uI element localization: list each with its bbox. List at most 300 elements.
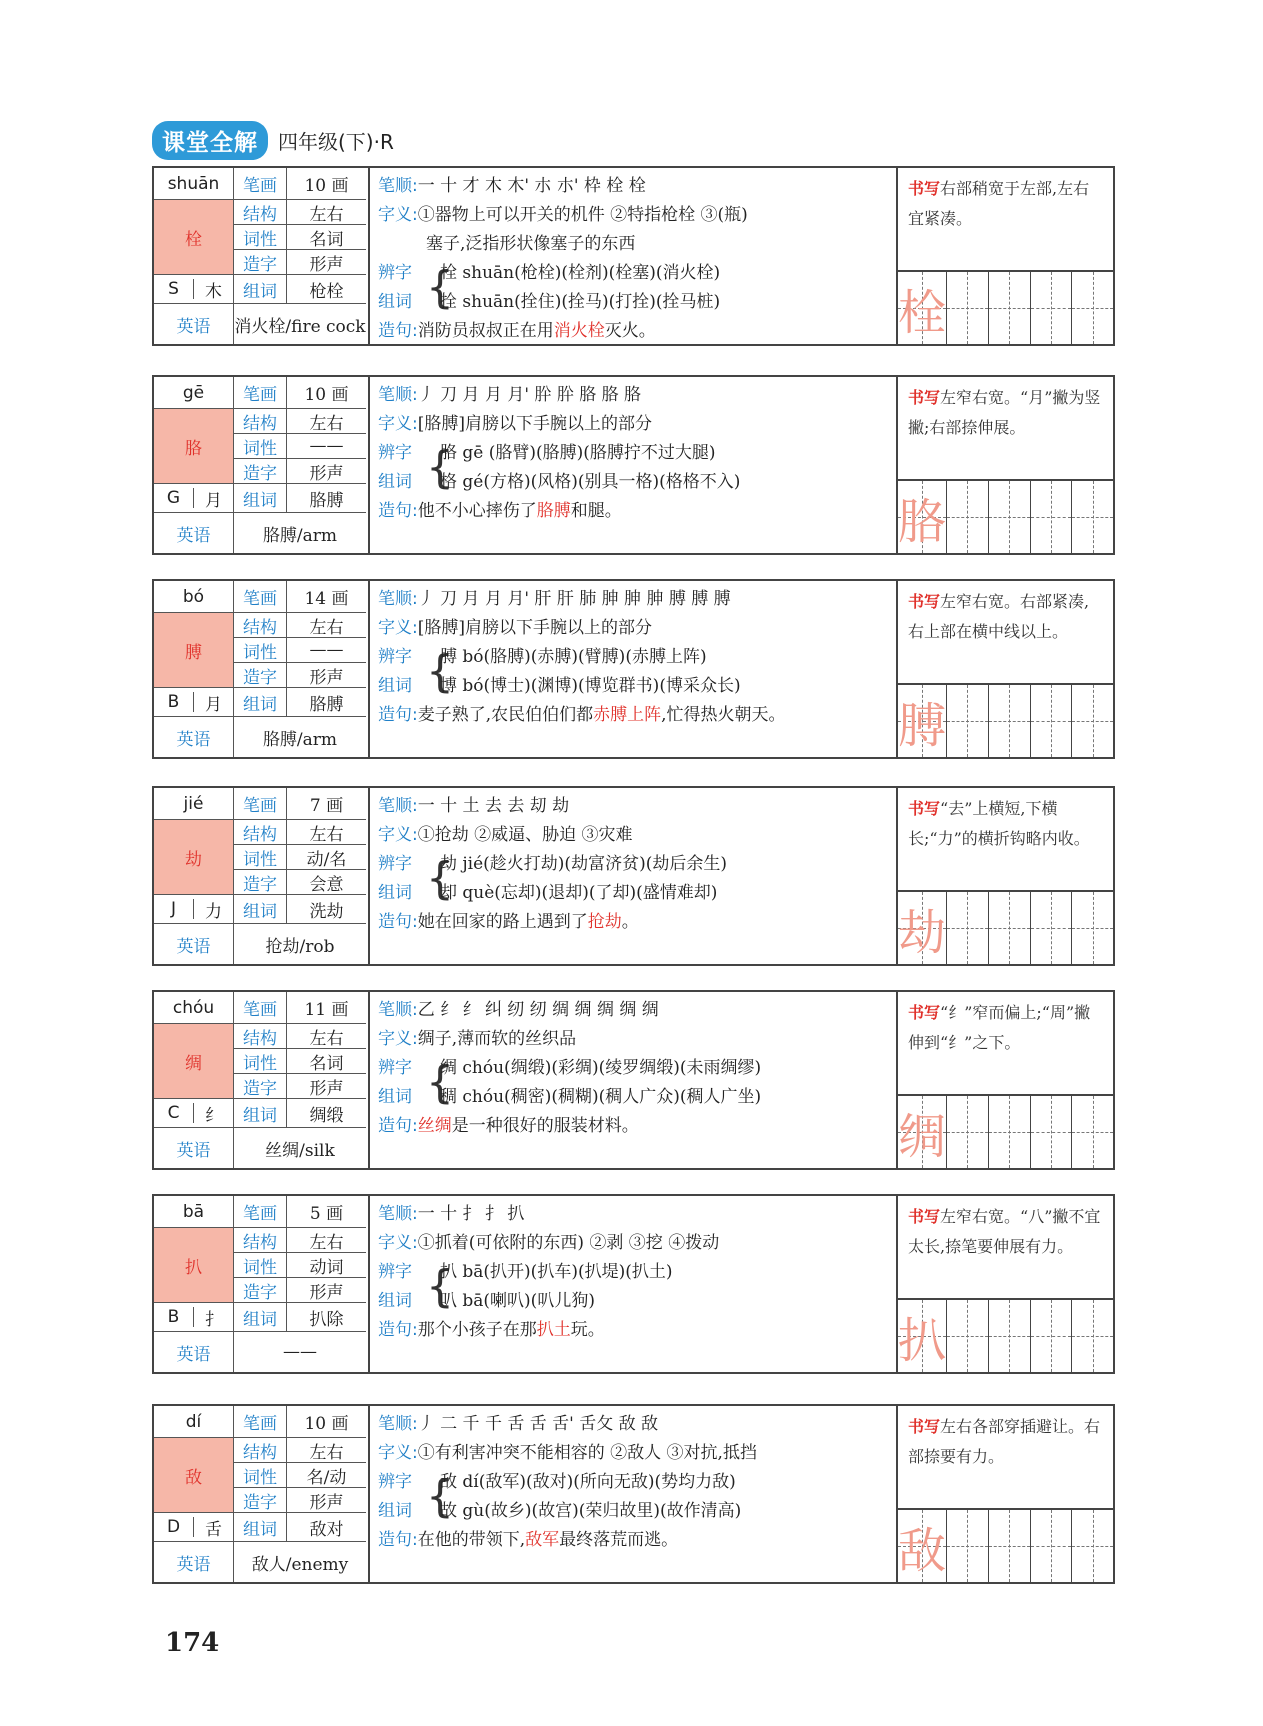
english-label: 英语: [154, 1332, 234, 1372]
sentence-row: [378, 1112, 888, 1141]
meaning-text: ①器物上可以开关的机件 ②特指枪栓 ③(瓶): [417, 205, 748, 225]
word-label: 组词: [234, 895, 287, 924]
pos-label: 词性: [234, 434, 287, 459]
word-label: 组词: [234, 688, 287, 717]
index-letter: B: [154, 692, 194, 712]
pos-value: 动/名: [287, 845, 366, 870]
writing-tip-text: “去”上横短,下横长;“力”的横折钩略内收。: [908, 799, 1090, 848]
writing-section: [898, 168, 1113, 344]
distinguish-line-1: 绸 chóu(绸缎)(彩绸)(绫罗绸缎)(未雨绸缪): [440, 1058, 762, 1078]
practice-cell[interactable]: [947, 1096, 989, 1168]
structure-label: 结构: [234, 200, 287, 225]
info-table: [154, 581, 370, 757]
practice-cell[interactable]: [1072, 892, 1113, 964]
english-value: 胳膊/arm: [262, 729, 338, 750]
meaning-text: ①抓着(可依附的东西) ②剥 ③挖 ④拨动: [417, 1233, 720, 1253]
order-label: 笔顺:: [378, 385, 418, 405]
writing-section: [898, 1406, 1113, 1582]
formation-value: 形声: [287, 250, 366, 275]
group-label: 组词: [378, 883, 412, 903]
sentence-highlight: 胳膊: [536, 501, 571, 521]
structure-value: 左右: [287, 409, 366, 434]
writing-tip-text: 右部稍宽于左部,左右宜紧凑。: [908, 179, 1090, 228]
sentence-label: 造句:: [378, 1320, 418, 1340]
sentence-post: 和腿。: [570, 501, 622, 521]
writing-tip: [898, 992, 1113, 1096]
index-letter-radical: [154, 1513, 234, 1542]
index-letter-radical: [154, 275, 234, 304]
page-number: 174: [165, 1628, 220, 1658]
distinguish-line-2: 叭 bā(喇叭)(叭儿狗): [440, 1291, 595, 1311]
brace-icon: {: [426, 853, 454, 904]
sentence-post: 。: [621, 912, 639, 932]
practice-grid: [898, 685, 1113, 757]
practice-cell[interactable]: [947, 1510, 989, 1582]
sentence-post: 是一种很好的服装材料。: [451, 1116, 639, 1136]
distinguish-block: [378, 439, 888, 497]
structure-label: 结构: [234, 1228, 287, 1253]
practice-grid: [898, 1096, 1113, 1168]
writing-section: [898, 377, 1113, 553]
main-character: 绸: [154, 1024, 234, 1099]
pos-label: 词性: [234, 845, 287, 870]
stroke-order: 丿 刀 月 月 月' 肝 肝 肺 胂 胂 胂 膊 膊 膊: [417, 589, 731, 609]
practice-cell: [898, 1300, 947, 1372]
detail-section: [370, 1406, 898, 1582]
writing-label: 书写: [908, 179, 941, 198]
meaning-text-2: 塞子,泛指形状像塞子的东西: [426, 234, 636, 254]
meaning-label: 字义:: [378, 1443, 418, 1463]
strokes-label: 笔画: [234, 168, 287, 200]
order-label: 笔顺:: [378, 1414, 418, 1434]
distinguish-line-2: 格 gé(方格)(风格)(别具一格)(格格不入): [440, 472, 741, 492]
character-card: [152, 990, 1115, 1170]
index-letter: G: [154, 488, 194, 508]
word-label: 组词: [234, 1513, 287, 1542]
detail-section: [370, 1196, 898, 1372]
meaning-label: 字义:: [378, 205, 418, 225]
index-letter-radical: [154, 484, 234, 513]
order-label: 笔顺:: [378, 1000, 418, 1020]
english-label: 英语: [154, 1542, 234, 1582]
writing-label: 书写: [908, 388, 941, 407]
brace-icon: {: [426, 646, 454, 697]
strokes-label: 笔画: [234, 581, 287, 613]
writing-label: 书写: [908, 592, 941, 611]
meaning-label: 字义:: [378, 1233, 418, 1253]
meaning-text: ①抢劫 ②威逼、胁迫 ③灾难: [417, 825, 633, 845]
formation-label: 造字: [234, 1278, 287, 1303]
formation-value: 形声: [287, 1278, 366, 1303]
structure-label: 结构: [234, 820, 287, 845]
english-label: 英语: [154, 304, 234, 344]
word-value: 扒除: [287, 1303, 366, 1332]
trace-character: 劫: [898, 904, 947, 961]
index-letter: D: [154, 1517, 194, 1537]
sentence-highlight: 扒土: [536, 1320, 571, 1340]
sentence-row: [378, 1316, 888, 1345]
practice-cell[interactable]: [947, 892, 989, 964]
word-label: 组词: [234, 484, 287, 513]
formation-value: 形声: [287, 459, 366, 484]
pos-value: ——: [287, 434, 366, 459]
distinguish-label: 辨字: [378, 1472, 412, 1492]
strokes-value: 10 画: [287, 1406, 366, 1438]
practice-cell[interactable]: [1031, 1096, 1073, 1168]
stroke-order-row: [378, 996, 888, 1025]
english-label: 英语: [154, 513, 234, 553]
meaning-row: [378, 1025, 888, 1054]
practice-cell[interactable]: [989, 272, 1031, 344]
english-value: 消火栓/fire cock: [234, 316, 366, 337]
distinguish-line-2: 拴 shuān(拴住)(拴马)(打拴)(拴马桩): [440, 292, 721, 312]
radical: 月: [205, 490, 222, 511]
formation-label: 造字: [234, 663, 287, 688]
info-table: [154, 1196, 370, 1372]
sentence-label: 造句:: [378, 1530, 418, 1550]
stroke-order: 丿 刀 月 月 月' 肸 肸 胳 胳 胳: [417, 385, 642, 405]
pos-label: 词性: [234, 1049, 287, 1074]
pos-label: 词性: [234, 1463, 287, 1488]
strokes-value: 7 画: [287, 788, 366, 820]
index-letter: S: [154, 279, 194, 299]
sentence-post: 玩。: [570, 1320, 605, 1340]
practice-cell: [898, 1510, 947, 1582]
distinguish-block: [378, 643, 888, 701]
strokes-value: 14 画: [287, 581, 366, 613]
practice-cell[interactable]: [1031, 1510, 1073, 1582]
strokes-value: 11 画: [287, 992, 366, 1024]
meaning-row-2: [378, 230, 888, 259]
practice-cell: [898, 892, 947, 964]
strokes-label: 笔画: [234, 377, 287, 409]
sentence-pre: 他不小心摔伤了: [417, 501, 537, 521]
writing-tip: [898, 168, 1113, 272]
sentence-highlight: 抢劫: [587, 912, 622, 932]
pos-value: 名词: [287, 1049, 366, 1074]
distinguish-block: [378, 1468, 888, 1526]
main-character: 敌: [154, 1438, 234, 1513]
stroke-order: 丿 二 千 千 舌 舌 舌' 舌攵 敌 敌: [417, 1414, 659, 1434]
sentence-highlight: 赤膊上阵: [593, 705, 662, 725]
detail-section: [370, 377, 898, 553]
radical: 舌: [205, 1519, 222, 1540]
practice-grid: [898, 892, 1113, 964]
meaning-text: 绸子,薄而软的丝织品: [417, 1029, 577, 1049]
practice-cell[interactable]: [989, 1096, 1031, 1168]
sentence-row: [378, 701, 888, 730]
sentence-highlight: 敌军: [525, 1530, 560, 1550]
english-value: 丝绸/silk: [265, 1140, 335, 1161]
index-letter: J: [154, 899, 194, 919]
detail-section: [370, 992, 898, 1168]
sentence-post: 灭火。: [604, 321, 656, 341]
brace-icon: {: [426, 1471, 454, 1522]
order-label: 笔顺:: [378, 589, 418, 609]
sentence-highlight: 消火栓: [553, 321, 605, 341]
stroke-order-row: [378, 1410, 888, 1439]
group-label: 组词: [378, 1087, 412, 1107]
practice-cell[interactable]: [1072, 272, 1113, 344]
meaning-label: 字义:: [378, 1029, 418, 1049]
word-value: 枪栓: [287, 275, 366, 304]
series-badge: 课堂全解: [152, 121, 268, 160]
writing-tip-text: 左右各部穿插避让。右部捺要有力。: [908, 1417, 1101, 1466]
practice-cell[interactable]: [989, 1300, 1031, 1372]
character-card: [152, 579, 1115, 759]
distinguish-line-1: 胳 gē (胳臂)(胳膊)(胳膊拧不过大腿): [440, 443, 716, 463]
distinguish-line-1: 扒 bā(扒开)(扒车)(扒堤)(扒土): [440, 1262, 673, 1282]
english-value: ——: [283, 1342, 317, 1362]
practice-cell[interactable]: [1072, 1510, 1113, 1582]
distinguish-line-1: 栓 shuān(枪栓)(栓剂)(栓塞)(消火栓): [440, 263, 721, 283]
english-label: 英语: [154, 1128, 234, 1168]
group-label: 组词: [378, 472, 412, 492]
distinguish-label: 辨字: [378, 647, 412, 667]
distinguish-line-2: 却 què(忘却)(退却)(了却)(盛情难却): [440, 883, 718, 903]
character-card: [152, 166, 1115, 346]
info-table: [154, 992, 370, 1168]
sentence-pre: 消防员叔叔正在用: [417, 321, 554, 341]
sentence-row: [378, 908, 888, 937]
writing-tip: [898, 581, 1113, 685]
sentence-row: [378, 1526, 888, 1555]
writing-tip: [898, 1196, 1113, 1300]
stroke-order-row: [378, 585, 888, 614]
practice-cell[interactable]: [1072, 481, 1113, 553]
sentence-label: 造句:: [378, 501, 418, 521]
structure-value: 左右: [287, 613, 366, 638]
strokes-label: 笔画: [234, 788, 287, 820]
detail-section: [370, 168, 898, 344]
stroke-order: 乙 纟 纟 纠 纫 纫 绸 绸 绸 绸 绸: [417, 1000, 659, 1020]
writing-tip: [898, 1406, 1113, 1510]
distinguish-label: 辨字: [378, 854, 412, 874]
formation-value: 会意: [287, 870, 366, 895]
pos-value: 名/动: [287, 1463, 366, 1488]
main-character: 胳: [154, 409, 234, 484]
brace-icon: {: [426, 1057, 454, 1108]
index-letter-radical: [154, 895, 234, 924]
stroke-order-row: [378, 381, 888, 410]
pinyin: shuān: [154, 168, 234, 200]
brace-icon: {: [426, 262, 454, 313]
distinguish-line-2: 稠 chóu(稠密)(稠糊)(稠人广众)(稠人广坐): [440, 1087, 762, 1107]
formation-label: 造字: [234, 250, 287, 275]
writing-section: [898, 581, 1113, 757]
distinguish-line-2: 博 bó(博士)(渊博)(博览群书)(博采众长): [440, 676, 741, 696]
practice-cell[interactable]: [989, 481, 1031, 553]
writing-section: [898, 788, 1113, 964]
practice-grid: [898, 481, 1113, 553]
distinguish-block: [378, 1054, 888, 1112]
trace-character: 敌: [898, 1522, 947, 1579]
group-label: 组词: [378, 1291, 412, 1311]
pinyin: gē: [154, 377, 234, 409]
english-label: 英语: [154, 717, 234, 757]
pinyin: chóu: [154, 992, 234, 1024]
distinguish-block: [378, 850, 888, 908]
distinguish-label: 辨字: [378, 1058, 412, 1078]
pos-label: 词性: [234, 1253, 287, 1278]
practice-cell[interactable]: [1031, 685, 1073, 757]
formation-label: 造字: [234, 1488, 287, 1513]
practice-grid: [898, 272, 1113, 344]
writing-label: 书写: [908, 1003, 941, 1022]
practice-cell[interactable]: [1072, 1096, 1113, 1168]
main-character: 栓: [154, 200, 234, 275]
practice-grid: [898, 1510, 1113, 1582]
practice-cell[interactable]: [1031, 272, 1073, 344]
meaning-text: [胳膊]肩膀以下手腕以上的部分: [417, 618, 652, 638]
structure-label: 结构: [234, 409, 287, 434]
index-letter: B: [154, 1307, 194, 1327]
brace-icon: {: [426, 1261, 454, 1312]
practice-cell[interactable]: [1031, 481, 1073, 553]
practice-cell[interactable]: [989, 685, 1031, 757]
writing-tip-text: 左窄右宽。右部紧凑,右上部在横中线以上。: [908, 592, 1090, 641]
meaning-label: 字义:: [378, 414, 418, 434]
distinguish-block: [378, 259, 888, 317]
writing-label: 书写: [908, 1207, 941, 1226]
sentence-label: 造句:: [378, 321, 418, 341]
meaning-row: [378, 1439, 888, 1468]
word-value: 胳膊: [287, 688, 366, 717]
strokes-value: 10 画: [287, 377, 366, 409]
word-value: 洗劫: [287, 895, 366, 924]
structure-label: 结构: [234, 1438, 287, 1463]
writing-label: 书写: [908, 799, 941, 818]
trace-character: 绸: [898, 1108, 947, 1165]
practice-cell[interactable]: [947, 272, 989, 344]
practice-cell[interactable]: [989, 892, 1031, 964]
meaning-label: 字义:: [378, 825, 418, 845]
writing-tip-text: “纟”窄而偏上;“周”撇伸到“纟”之下。: [908, 1003, 1091, 1052]
index-letter-radical: [154, 688, 234, 717]
stroke-order: 一 十 才 木 木' 朩 朩' 枠 栓 栓: [417, 176, 646, 196]
word-label: 组词: [234, 275, 287, 304]
practice-cell: [898, 685, 947, 757]
trace-character: 膊: [898, 697, 947, 754]
sentence-label: 造句:: [378, 705, 418, 725]
stroke-order-row: [378, 172, 888, 201]
meaning-text: [胳膊]肩膀以下手腕以上的部分: [417, 414, 652, 434]
strokes-label: 笔画: [234, 992, 287, 1024]
distinguish-line-1: 膊 bó(胳膊)(赤膊)(臂膊)(赤膊上阵): [440, 647, 707, 667]
word-value: 胳膊: [287, 484, 366, 513]
strokes-value: 10 画: [287, 168, 366, 200]
radical: 扌: [205, 1309, 222, 1330]
structure-label: 结构: [234, 1024, 287, 1049]
practice-cell[interactable]: [1031, 1300, 1073, 1372]
character-card: [152, 786, 1115, 966]
writing-section: [898, 1196, 1113, 1372]
stroke-order-row: [378, 1200, 888, 1229]
sentence-row: [378, 317, 888, 346]
character-card: [152, 1404, 1115, 1584]
formation-value: 形声: [287, 1488, 366, 1513]
info-table: [154, 788, 370, 964]
strokes-label: 笔画: [234, 1406, 287, 1438]
practice-cell: [898, 481, 947, 553]
practice-cell[interactable]: [1072, 685, 1113, 757]
writing-tip-text: 左窄右宽。“月”撇为竖撇;右部捺伸展。: [908, 388, 1101, 437]
character-card: [152, 375, 1115, 555]
group-label: 组词: [378, 1501, 412, 1521]
pinyin: dí: [154, 1406, 234, 1438]
formation-label: 造字: [234, 459, 287, 484]
writing-label: 书写: [908, 1417, 941, 1436]
trace-character: 栓: [898, 284, 947, 341]
meaning-row: [378, 614, 888, 643]
practice-grid: [898, 1300, 1113, 1372]
english-value: 抢劫/rob: [265, 936, 335, 957]
practice-cell[interactable]: [1031, 892, 1073, 964]
strokes-label: 笔画: [234, 1196, 287, 1228]
strokes-value: 5 画: [287, 1196, 366, 1228]
radical: 木: [205, 281, 222, 302]
pos-value: 名词: [287, 225, 366, 250]
index-letter-radical: [154, 1303, 234, 1332]
sentence-label: 造句:: [378, 912, 418, 932]
practice-cell[interactable]: [989, 1510, 1031, 1582]
distinguish-line-2: 故 gù(故乡)(故宫)(荣归故里)(故作清高): [440, 1501, 742, 1521]
character-card: [152, 1194, 1115, 1374]
writing-tip: [898, 788, 1113, 892]
formation-label: 造字: [234, 870, 287, 895]
practice-cell[interactable]: [947, 1300, 989, 1372]
sentence-highlight: 丝绸: [417, 1116, 452, 1136]
distinguish-line-1: 劫 jié(趁火打劫)(劫富济贫)(劫后余生): [440, 854, 727, 874]
detail-section: [370, 581, 898, 757]
practice-cell[interactable]: [1072, 1300, 1113, 1372]
sentence-pre: 那个小孩子在那: [417, 1320, 537, 1340]
word-label: 组词: [234, 1303, 287, 1332]
distinguish-label: 辨字: [378, 1262, 412, 1282]
stroke-order: 一 十 扌 扌 扒: [417, 1204, 525, 1224]
practice-cell[interactable]: [947, 481, 989, 553]
pos-label: 词性: [234, 225, 287, 250]
structure-value: 左右: [287, 1024, 366, 1049]
english-value: 敌人/enemy: [251, 1554, 349, 1575]
pinyin: bó: [154, 581, 234, 613]
info-table: [154, 168, 370, 344]
pinyin: jié: [154, 788, 234, 820]
formation-value: 形声: [287, 663, 366, 688]
pos-value: ——: [287, 638, 366, 663]
formation-value: 形声: [287, 1074, 366, 1099]
structure-value: 左右: [287, 200, 366, 225]
info-table: [154, 377, 370, 553]
word-value: 敌对: [287, 1513, 366, 1542]
practice-cell: [898, 272, 947, 344]
meaning-text: ①有利害冲突不能相容的 ②敌人 ③对抗,抵挡: [417, 1443, 757, 1463]
radical: 纟: [205, 1105, 222, 1126]
meaning-row: [378, 410, 888, 439]
practice-cell[interactable]: [947, 685, 989, 757]
info-table: [154, 1406, 370, 1582]
sentence-row: [378, 497, 888, 526]
structure-value: 左右: [287, 820, 366, 845]
english-value: 胳膊/arm: [262, 525, 338, 546]
distinguish-line-1: 敌 dí(敌军)(敌对)(所向无敌)(势均力敌): [440, 1472, 736, 1492]
order-label: 笔顺:: [378, 796, 418, 816]
sentence-pre: 在他的带领下,: [417, 1530, 526, 1550]
grade-label: 四年级(下)·R: [278, 129, 394, 154]
writing-tip-text: 左窄右宽。“八”撇不宜太长,捺笔要伸展有力。: [908, 1207, 1101, 1256]
distinguish-block: [378, 1258, 888, 1316]
pos-label: 词性: [234, 638, 287, 663]
